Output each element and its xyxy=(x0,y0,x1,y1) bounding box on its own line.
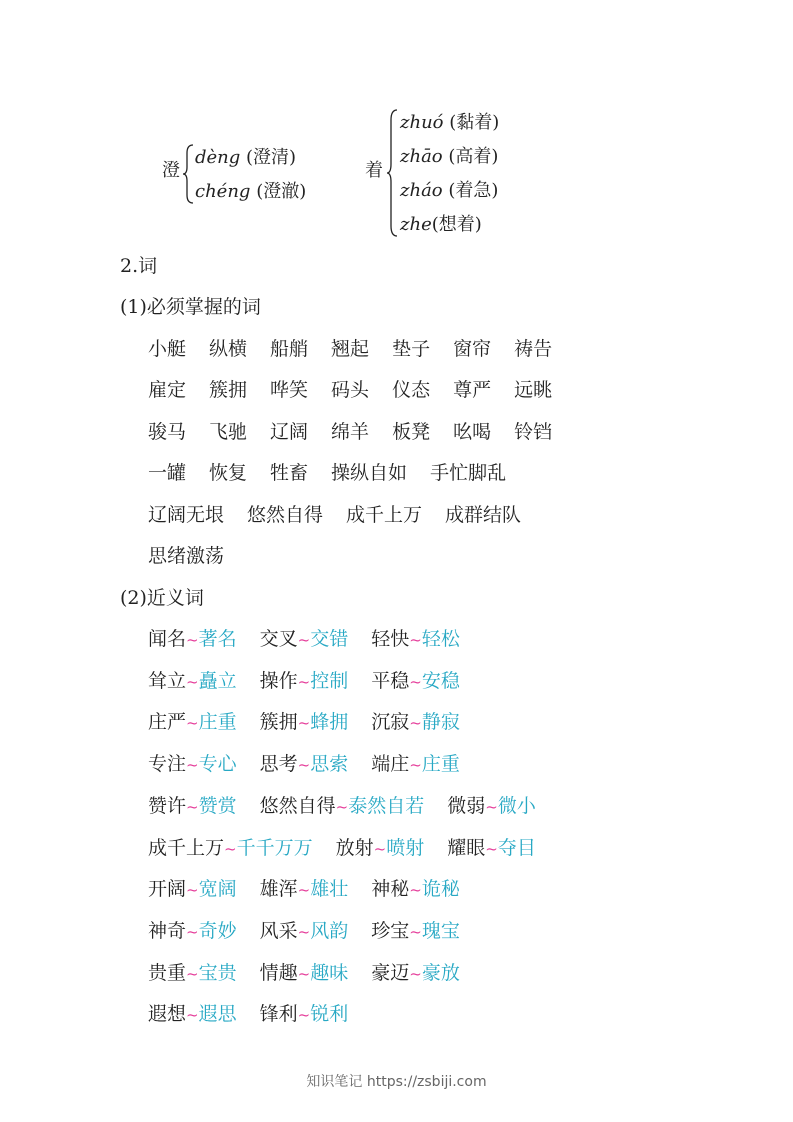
vocab-word: 飞驰 xyxy=(209,421,248,443)
word: 思考 xyxy=(259,753,298,775)
section-heading-words: 2.词 xyxy=(120,255,158,277)
synonym-pair xyxy=(148,791,237,818)
word: 开阔 xyxy=(148,878,187,900)
synonym: 泰然自若 xyxy=(348,795,425,817)
word: 耀眼 xyxy=(447,837,486,859)
brace-icon xyxy=(386,108,398,238)
vocab-word: 成千上万 xyxy=(346,504,423,526)
synonym-pair xyxy=(371,666,460,693)
synonym-row xyxy=(148,707,483,734)
synonym-pair xyxy=(260,958,349,985)
tilde-separator: ~ xyxy=(186,631,199,649)
word: 操作 xyxy=(259,670,298,692)
synonym: 交错 xyxy=(310,628,349,650)
synonym-pair xyxy=(260,666,349,693)
vocab-word: 窗帘 xyxy=(453,338,492,360)
synonym: 豪放 xyxy=(421,962,460,984)
synonym: 著名 xyxy=(198,628,237,650)
synonym-row xyxy=(148,999,371,1026)
synonym: 赞赏 xyxy=(198,795,237,817)
reading-row: zhuó (黏着) xyxy=(400,112,500,133)
synonym: 趣味 xyxy=(310,962,349,984)
synonym-pair xyxy=(371,749,460,776)
vocab-word: 簇拥 xyxy=(209,379,248,401)
tilde-separator: ~ xyxy=(409,631,422,649)
synonym-row xyxy=(148,666,483,693)
synonym-pair xyxy=(148,707,237,734)
vocab-word: 雇定 xyxy=(148,379,187,401)
word: 风采 xyxy=(259,920,298,942)
tilde-separator: ~ xyxy=(224,840,237,858)
synonym: 微小 xyxy=(497,795,536,817)
word: 专注 xyxy=(148,753,187,775)
vocab-word: 辽阔无垠 xyxy=(148,504,225,526)
word: 成千上万 xyxy=(148,837,225,859)
synonym-pair xyxy=(260,874,349,901)
vocab-word: 思绪激荡 xyxy=(148,545,225,567)
tilde-separator: ~ xyxy=(297,923,311,941)
synonym: 诡秘 xyxy=(421,878,460,900)
synonym-row xyxy=(148,874,483,901)
vocab-word: 铃铛 xyxy=(514,421,553,443)
word: 交叉 xyxy=(259,628,298,650)
vocab-word: 恢复 xyxy=(209,462,248,484)
tilde-separator: ~ xyxy=(297,1006,311,1024)
synonym-pair xyxy=(260,916,349,943)
vocab-word: 尊严 xyxy=(453,379,492,401)
synonym: 安稳 xyxy=(421,670,460,692)
vocab-word: 手忙脚乱 xyxy=(430,462,507,484)
synonym: 宽阔 xyxy=(198,878,237,900)
vocab-word: 成群结队 xyxy=(445,504,522,526)
vocab-word: 垫子 xyxy=(392,338,431,360)
word: 端庄 xyxy=(371,753,410,775)
synonym: 遐思 xyxy=(198,1003,237,1025)
word: 赞许 xyxy=(148,795,187,817)
tilde-separator: ~ xyxy=(409,714,422,732)
synonym: 蜂拥 xyxy=(310,711,349,733)
synonym-pair xyxy=(260,749,349,776)
word: 珍宝 xyxy=(371,920,410,942)
tilde-separator: ~ xyxy=(297,756,311,774)
tilde-separator: ~ xyxy=(186,923,199,941)
word: 沉寂 xyxy=(371,711,410,733)
synonym-pair xyxy=(260,791,425,818)
word: 耸立 xyxy=(148,670,187,692)
tilde-separator: ~ xyxy=(409,965,422,983)
tilde-separator: ~ xyxy=(186,756,199,774)
reading-row: dèng (澄清) xyxy=(195,147,297,168)
tilde-separator: ~ xyxy=(186,965,199,983)
vocab-word: 码头 xyxy=(331,379,370,401)
tilde-separator: ~ xyxy=(186,798,199,816)
reading-row: zháo (着急) xyxy=(400,180,499,201)
synonym: 锐利 xyxy=(310,1003,349,1025)
synonym: 宝贵 xyxy=(198,962,237,984)
vocab-word: 哗笑 xyxy=(270,379,309,401)
synonym: 庄重 xyxy=(198,711,237,733)
word-row xyxy=(148,334,575,361)
word-row xyxy=(148,375,575,402)
synonym-row xyxy=(148,791,559,818)
tilde-separator: ~ xyxy=(297,881,311,899)
synonym: 静寂 xyxy=(421,711,460,733)
reading-row: zhāo (高着) xyxy=(400,146,499,167)
tilde-separator: ~ xyxy=(297,673,311,691)
synonym: 夺目 xyxy=(497,837,536,859)
tilde-separator: ~ xyxy=(297,714,311,732)
reading-row: chéng (澄澈) xyxy=(195,181,307,202)
vocab-word: 辽阔 xyxy=(270,421,309,443)
synonym: 千千万万 xyxy=(236,837,313,859)
word: 神奇 xyxy=(148,920,187,942)
vocab-word: 远眺 xyxy=(514,379,553,401)
word: 雄浑 xyxy=(259,878,298,900)
word-row xyxy=(148,541,247,568)
vocab-word: 一罐 xyxy=(148,462,187,484)
vocab-word: 船艄 xyxy=(270,338,309,360)
tilde-separator: ~ xyxy=(373,840,387,858)
tilde-separator: ~ xyxy=(409,881,422,899)
synonym-row xyxy=(148,624,483,651)
synonym: 专心 xyxy=(198,753,237,775)
vocab-word: 翘起 xyxy=(331,338,370,360)
synonym: 轻松 xyxy=(421,628,460,650)
synonym-pair xyxy=(148,874,237,901)
tilde-separator: ~ xyxy=(485,798,498,816)
tilde-separator: ~ xyxy=(186,1006,199,1024)
vocab-word: 小艇 xyxy=(148,338,187,360)
vocab-word: 绵羊 xyxy=(331,421,370,443)
vocab-word: 仪态 xyxy=(392,379,431,401)
synonym-pair xyxy=(260,707,349,734)
synonym-pair xyxy=(371,958,460,985)
word: 簇拥 xyxy=(259,711,298,733)
synonym-pair xyxy=(148,833,313,860)
tilde-separator: ~ xyxy=(186,673,199,691)
vocab-word: 吆喝 xyxy=(453,421,492,443)
word: 情趣 xyxy=(259,962,298,984)
synonym-pair xyxy=(447,791,536,818)
synonym-pair xyxy=(371,874,460,901)
synonym-pair xyxy=(148,999,237,1026)
word: 悠然自得 xyxy=(259,795,336,817)
word: 锋利 xyxy=(259,1003,298,1025)
word: 庄严 xyxy=(148,711,187,733)
vocab-word: 纵横 xyxy=(209,338,248,360)
synonym-pair xyxy=(371,916,460,943)
synonym-pair xyxy=(148,666,237,693)
word-row xyxy=(148,458,529,485)
word: 神秘 xyxy=(371,878,410,900)
tilde-separator: ~ xyxy=(485,840,498,858)
vocab-word: 牲畜 xyxy=(270,462,309,484)
synonym-row xyxy=(148,833,559,860)
synonym-pair xyxy=(148,749,237,776)
reading-row: zhe(想着) xyxy=(400,214,482,235)
synonym: 矗立 xyxy=(198,670,237,692)
synonym-pair xyxy=(148,916,237,943)
word-row xyxy=(148,500,544,527)
synonym-pair xyxy=(148,624,237,651)
word: 闻名 xyxy=(148,628,187,650)
synonym: 奇妙 xyxy=(198,920,237,942)
synonym-pair xyxy=(371,624,460,651)
word-row xyxy=(148,417,575,444)
footer-watermark: 知识笔记 https://zsbiji.com xyxy=(306,1074,487,1090)
word: 放射 xyxy=(335,837,374,859)
synonym: 控制 xyxy=(310,670,349,692)
tilde-separator: ~ xyxy=(409,756,422,774)
synonym-row xyxy=(148,958,483,985)
tilde-separator: ~ xyxy=(297,965,311,983)
synonym-pair xyxy=(148,958,237,985)
tilde-separator: ~ xyxy=(409,673,422,691)
tilde-separator: ~ xyxy=(186,881,199,899)
synonym-pair xyxy=(260,624,349,651)
vocab-word: 悠然自得 xyxy=(247,504,324,526)
polyphone-char: 澄 xyxy=(162,160,180,181)
vocab-word: 板凳 xyxy=(392,421,431,443)
brace-icon xyxy=(182,143,194,205)
synonym: 庄重 xyxy=(421,753,460,775)
synonym: 喷射 xyxy=(386,837,425,859)
vocab-word: 骏马 xyxy=(148,421,187,443)
subheading-synonyms: (2)近义词 xyxy=(120,587,204,609)
synonym: 风韵 xyxy=(310,920,349,942)
synonym-pair xyxy=(336,833,425,860)
subheading-must-know: (1)必须掌握的词 xyxy=(120,296,261,318)
tilde-separator: ~ xyxy=(297,631,311,649)
synonym-pair xyxy=(371,707,460,734)
synonym: 雄壮 xyxy=(310,878,349,900)
synonym-row xyxy=(148,749,483,776)
tilde-separator: ~ xyxy=(186,714,199,732)
vocab-word: 操纵自如 xyxy=(331,462,408,484)
tilde-separator: ~ xyxy=(335,798,349,816)
synonym-row xyxy=(148,916,483,943)
vocab-word: 祷告 xyxy=(514,338,553,360)
word: 豪迈 xyxy=(371,962,410,984)
word: 微弱 xyxy=(447,795,486,817)
synonym-pair xyxy=(260,999,349,1026)
polyphone-char: 着 xyxy=(365,160,383,181)
word: 贵重 xyxy=(148,962,187,984)
synonym: 思索 xyxy=(310,753,349,775)
word: 平稳 xyxy=(371,670,410,692)
word: 遐想 xyxy=(148,1003,187,1025)
word: 轻快 xyxy=(371,628,410,650)
synonym-pair xyxy=(447,833,536,860)
tilde-separator: ~ xyxy=(409,923,422,941)
synonym: 瑰宝 xyxy=(421,920,460,942)
